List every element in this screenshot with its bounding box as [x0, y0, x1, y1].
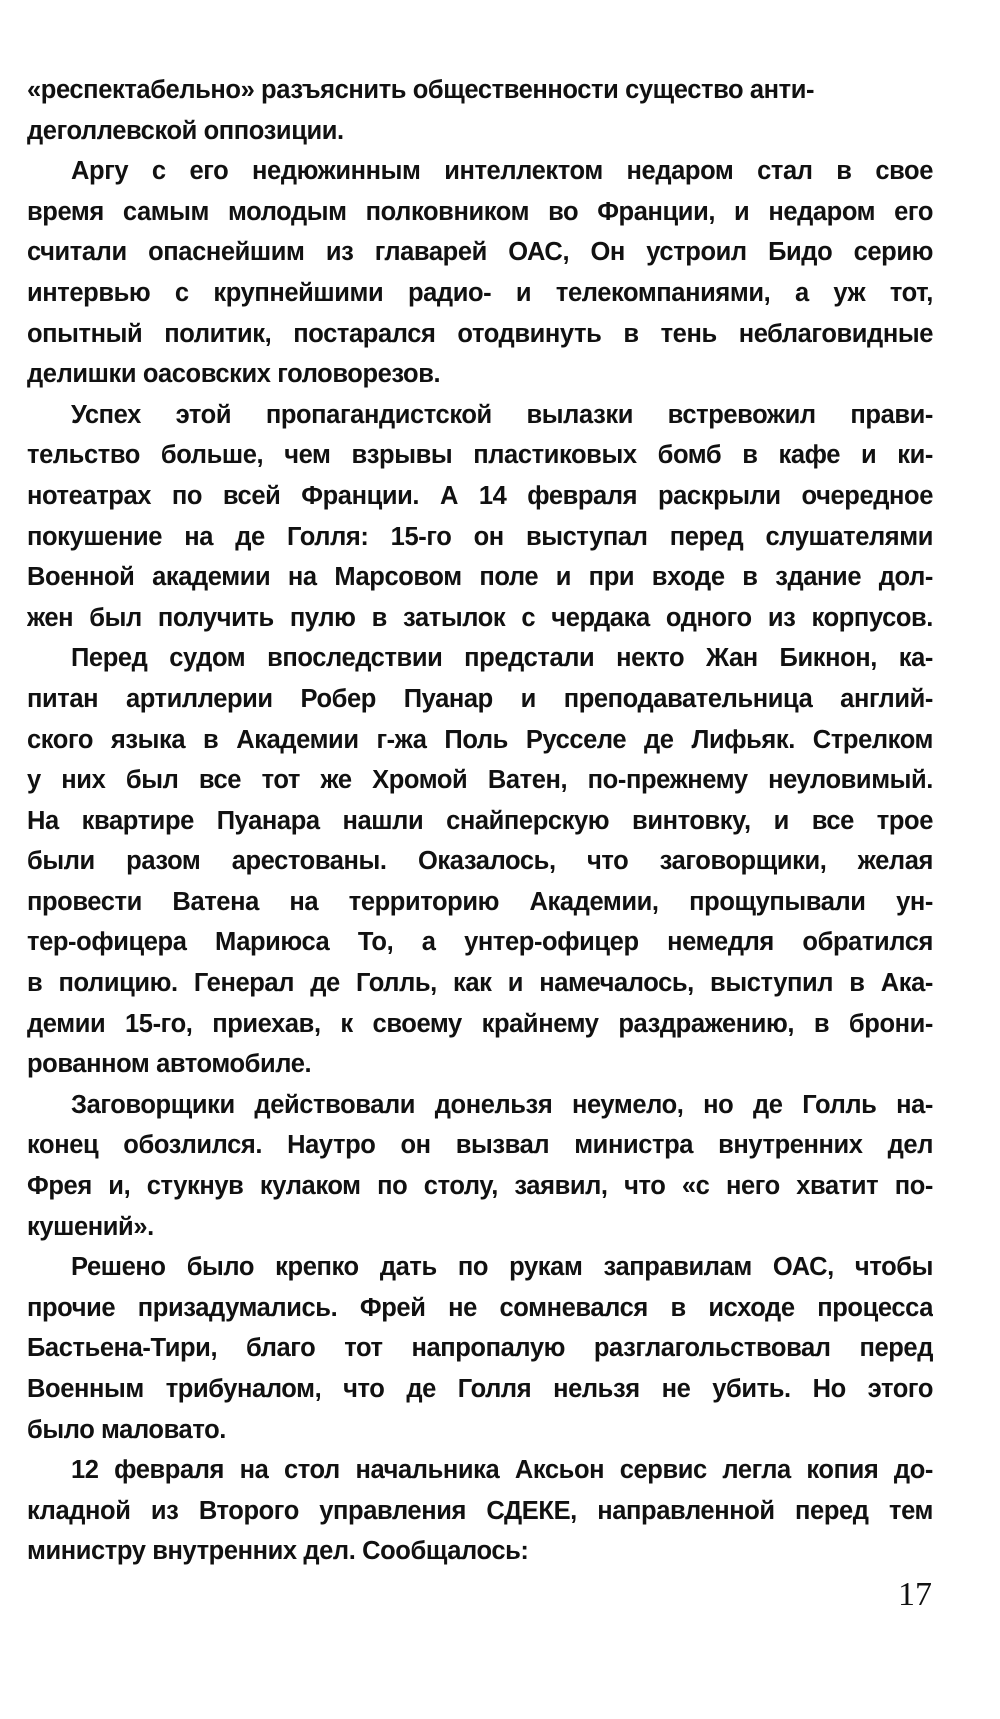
text-line: в полицию. Генерал де Голль, как и намечалось, выступил в Ака-	[27, 969, 933, 998]
text-line: министру внутренних дел. Сообщалось:	[27, 1537, 529, 1566]
text-line: рованном автомобиле.	[27, 1050, 312, 1079]
text-line: кладной из Второго управления СДЕКЕ, направленной перед тем	[27, 1496, 933, 1525]
text-line: нотеатрах по всей Франции. А 14 февраля раскрыли очередное	[27, 481, 933, 510]
text-line: интервью с крупнейшими радио- и телекомпаниями, а уж тот,	[27, 278, 933, 307]
text-line: Аргу с его недюжинным интеллектом недаром стал в свое	[71, 157, 933, 186]
text-line: Военной академии на Марсовом поле и при входе в здание дол-	[27, 563, 933, 592]
text-line: Фрея и, стукнув кулаком по столу, заявил, что «с него хватит по-	[27, 1172, 933, 1201]
text-line: тер-офицера Мариюса То, а унтер-офицер немедля обратился	[27, 928, 933, 957]
text-line: Военным трибуналом, что де Голля нельзя не убить. Но этого	[27, 1375, 933, 1403]
text-line: 12 февраля на стол начальника Аксьон сервис легла копия до-	[71, 1456, 933, 1485]
text-line: жен был получить пулю в затылок с чердака одного из корпусов.	[27, 603, 933, 632]
text-line: было маловато.	[27, 1415, 226, 1444]
text-line: прочие призадумались. Фрей не сомневался в исходе процесса	[27, 1293, 933, 1322]
text-line: были разом арестованы. Оказалось, что заговорщики, желая	[27, 847, 933, 876]
text-line: тельство больше, чем взрывы пластиковых бомб в кафе и ки-	[27, 441, 933, 470]
text-line: провести Ватена на территорию Академии, прощупывали ун-	[27, 887, 933, 916]
text-line: деголлевской оппозиции.	[27, 116, 344, 145]
body-text	[27, 70, 933, 1572]
text-line: опытный политик, постарался отодвинуть в тень неблаговидные	[27, 319, 933, 348]
text-line: Заговорщики действовали донельзя неумело, но де Голль на-	[71, 1090, 933, 1119]
text-line: считали опаснейшим из главарей ОАС, Он устроил Бидо серию	[27, 238, 933, 267]
text-line: питан артиллерии Робер Пуанар и преподавательница англий-	[27, 684, 933, 713]
page-number: 17	[898, 1576, 932, 1613]
text-line: На квартире Пуанара нашли снайперскую винтовку, и все трое	[27, 806, 933, 835]
text-line: демии 15-го, приехав, к своему крайнему раздражению, в брони-	[27, 1009, 933, 1038]
text-line: Перед судом впоследствии предстали некто Жан Бикнон, ка-	[71, 644, 933, 673]
text-line: Успех этой пропагандистской вылазки встревожил прави-	[71, 400, 933, 429]
text-line: конец обозлился. Наутро он вызвал министра внутренних дел	[27, 1131, 933, 1160]
text-line: ского языка в Академии г-жа Поль Русселе де Лифьяк. Стрелком	[27, 725, 933, 754]
text-line: время самым молодым полковником во Франции, и недаром его	[27, 197, 933, 226]
text-line: кушений».	[27, 1212, 154, 1241]
text-line: у них был все тот же Хромой Ватен, по-прежнему неуловимый.	[27, 766, 933, 795]
text-line: делишки оасовских головорезов.	[27, 360, 441, 389]
text-line: «респектабельно» разъяснить общественности существо анти-	[27, 76, 815, 104]
text-line: Бастьена-Тири, благо тот напропалую разглагольствовал перед	[27, 1334, 933, 1363]
text-line: Решено было крепко дать по рукам заправилам ОАС, чтобы	[71, 1253, 933, 1282]
text-line: покушение на де Голля: 15-го он выступал перед слушателями	[27, 522, 933, 551]
